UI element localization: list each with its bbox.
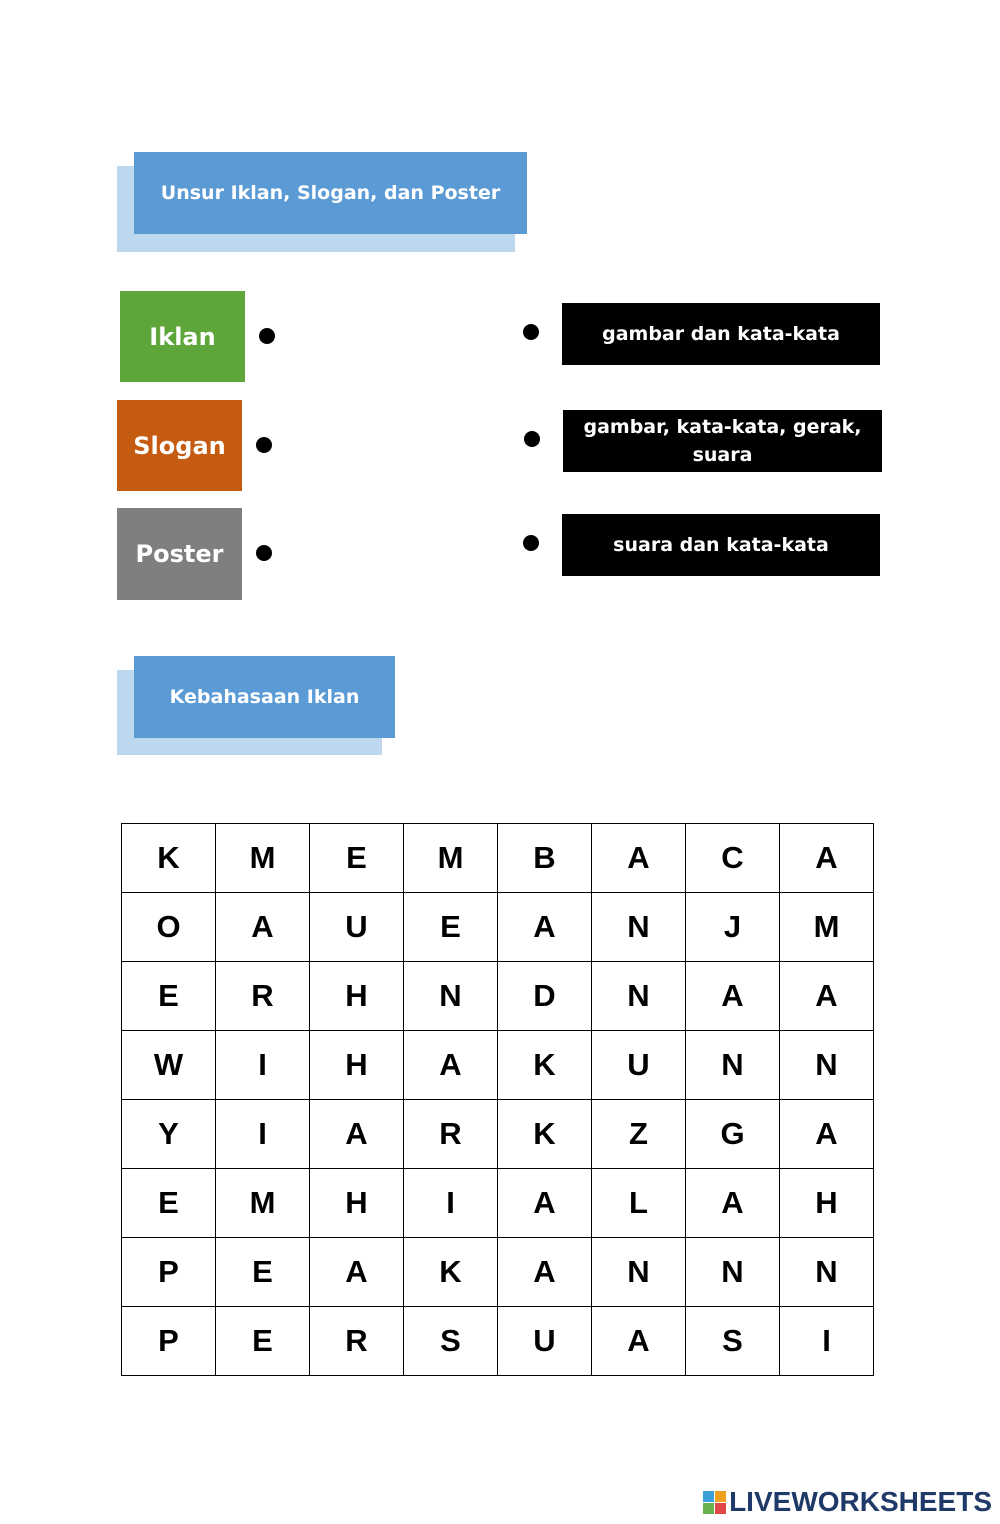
- grid-cell[interactable]: B: [498, 824, 592, 893]
- grid-cell[interactable]: S: [404, 1307, 498, 1376]
- grid-cell[interactable]: M: [404, 824, 498, 893]
- grid-cell[interactable]: G: [686, 1100, 780, 1169]
- grid-cell[interactable]: W: [122, 1031, 216, 1100]
- grid-cell[interactable]: A: [592, 824, 686, 893]
- grid-cell[interactable]: U: [310, 893, 404, 962]
- grid-cell[interactable]: H: [310, 1031, 404, 1100]
- grid-cell[interactable]: A: [404, 1031, 498, 1100]
- definition-gambar-kata[interactable]: gambar dan kata-kata: [562, 303, 880, 365]
- grid-cell[interactable]: A: [310, 1238, 404, 1307]
- term-iklan[interactable]: Iklan: [120, 291, 245, 382]
- grid-cell[interactable]: H: [780, 1169, 874, 1238]
- grid-cell[interactable]: R: [216, 962, 310, 1031]
- grid-cell[interactable]: M: [780, 893, 874, 962]
- grid-row: [122, 1100, 874, 1169]
- grid-cell[interactable]: H: [310, 962, 404, 1031]
- grid-cell[interactable]: N: [592, 1238, 686, 1307]
- grid-cell[interactable]: K: [404, 1238, 498, 1307]
- grid-cell[interactable]: K: [498, 1100, 592, 1169]
- grid-cell[interactable]: A: [498, 1169, 592, 1238]
- liveworksheets-brand: LIVEWORKSHEETS: [729, 1486, 992, 1517]
- word-search-grid: [121, 823, 874, 1376]
- match-dot-iklan[interactable]: [259, 328, 275, 344]
- grid-cell[interactable]: A: [780, 824, 874, 893]
- grid-cell[interactable]: M: [216, 1169, 310, 1238]
- section-title-kebahasaan: Kebahasaan Iklan: [134, 656, 395, 738]
- grid-cell[interactable]: A: [686, 962, 780, 1031]
- grid-cell[interactable]: I: [404, 1169, 498, 1238]
- term-slogan[interactable]: Slogan: [117, 400, 242, 491]
- definition-gambar-kata-gerak-suara[interactable]: gambar, kata-kata, gerak, suara: [563, 410, 882, 472]
- grid-cell[interactable]: I: [216, 1031, 310, 1100]
- grid-cell[interactable]: H: [310, 1169, 404, 1238]
- grid-cell[interactable]: N: [780, 1031, 874, 1100]
- grid-cell[interactable]: P: [122, 1307, 216, 1376]
- liveworksheets-mark-icon: [703, 1491, 726, 1514]
- grid-cell[interactable]: D: [498, 962, 592, 1031]
- definition-suara-kata[interactable]: suara dan kata-kata: [562, 514, 880, 576]
- grid-cell[interactable]: N: [780, 1238, 874, 1307]
- grid-row: [122, 1307, 874, 1376]
- grid-cell[interactable]: P: [122, 1238, 216, 1307]
- liveworksheets-logo: [703, 1486, 992, 1518]
- grid-cell[interactable]: A: [780, 962, 874, 1031]
- section-title-unsur: Unsur Iklan, Slogan, dan Poster: [134, 152, 527, 234]
- grid-row: [122, 1169, 874, 1238]
- grid-cell[interactable]: O: [122, 893, 216, 962]
- grid-cell[interactable]: A: [498, 893, 592, 962]
- grid-cell[interactable]: N: [404, 962, 498, 1031]
- grid-row: [122, 893, 874, 962]
- grid-cell[interactable]: K: [498, 1031, 592, 1100]
- grid-cell[interactable]: R: [310, 1307, 404, 1376]
- grid-cell[interactable]: E: [216, 1238, 310, 1307]
- grid-row: [122, 1238, 874, 1307]
- grid-cell[interactable]: Y: [122, 1100, 216, 1169]
- grid-cell[interactable]: N: [686, 1238, 780, 1307]
- term-poster[interactable]: Poster: [117, 508, 242, 600]
- grid-row: [122, 1031, 874, 1100]
- grid-cell[interactable]: E: [122, 962, 216, 1031]
- grid-cell[interactable]: L: [592, 1169, 686, 1238]
- grid-cell[interactable]: E: [216, 1307, 310, 1376]
- grid-row: [122, 824, 874, 893]
- grid-cell[interactable]: E: [310, 824, 404, 893]
- grid-cell[interactable]: N: [592, 962, 686, 1031]
- section-header-unsur: [117, 152, 527, 252]
- grid-cell[interactable]: U: [592, 1031, 686, 1100]
- grid-cell[interactable]: N: [686, 1031, 780, 1100]
- grid-cell[interactable]: S: [686, 1307, 780, 1376]
- grid-cell[interactable]: A: [780, 1100, 874, 1169]
- section-header-kebahasaan: [117, 656, 395, 755]
- grid-cell[interactable]: A: [498, 1238, 592, 1307]
- grid-cell[interactable]: R: [404, 1100, 498, 1169]
- grid-cell[interactable]: Z: [592, 1100, 686, 1169]
- match-dot-def-1[interactable]: [523, 324, 539, 340]
- match-dot-slogan[interactable]: [256, 437, 272, 453]
- match-dot-poster[interactable]: [256, 545, 272, 561]
- grid-row: [122, 962, 874, 1031]
- grid-cell[interactable]: M: [216, 824, 310, 893]
- grid-cell[interactable]: E: [404, 893, 498, 962]
- grid-cell[interactable]: N: [592, 893, 686, 962]
- grid-cell[interactable]: A: [310, 1100, 404, 1169]
- grid-cell[interactable]: I: [780, 1307, 874, 1376]
- match-dot-def-3[interactable]: [523, 535, 539, 551]
- grid-cell[interactable]: A: [686, 1169, 780, 1238]
- grid-cell[interactable]: U: [498, 1307, 592, 1376]
- grid-cell[interactable]: I: [216, 1100, 310, 1169]
- grid-cell[interactable]: C: [686, 824, 780, 893]
- match-dot-def-2[interactable]: [524, 431, 540, 447]
- grid-cell[interactable]: E: [122, 1169, 216, 1238]
- grid-cell[interactable]: A: [216, 893, 310, 962]
- grid-cell[interactable]: K: [122, 824, 216, 893]
- grid-cell[interactable]: A: [592, 1307, 686, 1376]
- grid-cell[interactable]: J: [686, 893, 780, 962]
